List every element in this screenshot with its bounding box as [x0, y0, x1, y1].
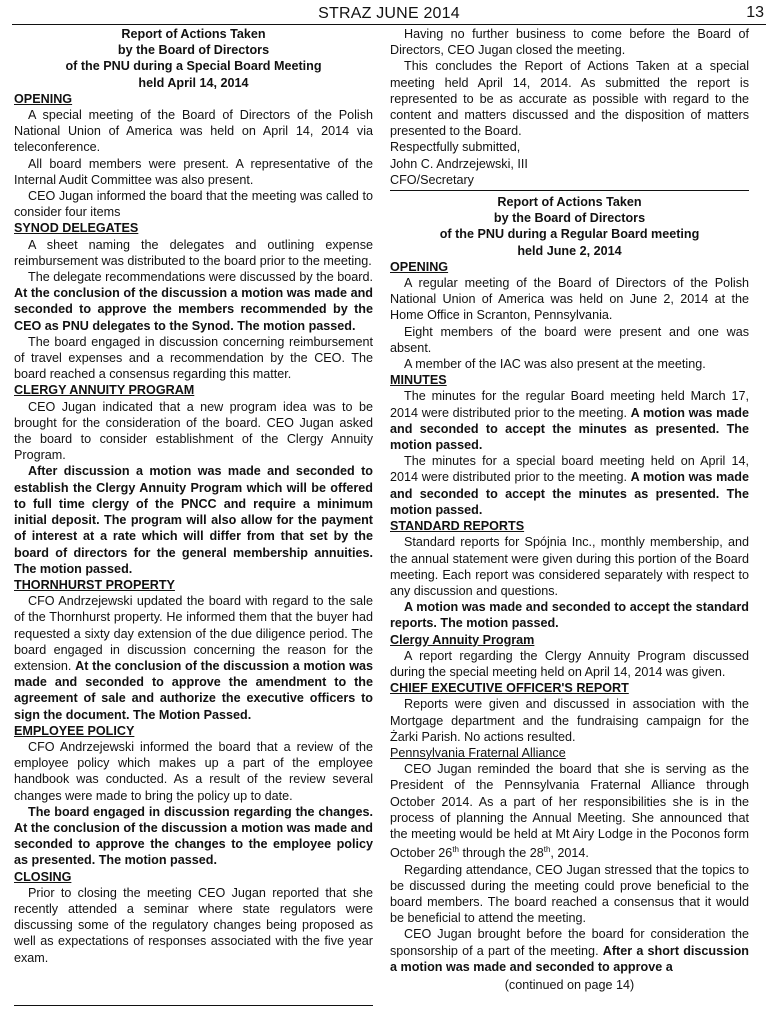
section-heading-opening: OPENING: [390, 259, 449, 274]
section-divider: [390, 190, 749, 191]
paragraph: A sheet naming the delegates and outlining expense reimbursement was distributed to the board prior to the meeting.: [14, 237, 373, 268]
report-title-line: of the PNU during a Regular Board meeting: [439, 227, 700, 242]
paragraph: [14, 804, 373, 869]
section-heading-ceo-report: CHIEF EXECUTIVE OFFICER'S REPORT: [390, 681, 629, 696]
subheading-clergy-annuity: Clergy Annuity Program: [390, 632, 535, 647]
ordinal-suffix: th: [543, 845, 551, 855]
section-heading-synod-delegates: SYNOD DELEGATES: [14, 221, 139, 236]
section-heading-employee-policy: EMPLOYEE POLICY: [14, 723, 135, 738]
paragraph-text: CFO Andrzejewski updated the board with regard to the sale of the Thornhurst property. He informed them that the buyer had requested a sixty day extension of the due diligence period. The board engaged in discussion concerning the reason for the extension.: [14, 594, 373, 673]
subheading-pennsylvania-fraternal-alliance: Pennsylvania Fraternal Alliance: [390, 745, 566, 760]
paragraph-text: CEO Jugan brought before the board for consideration the sponsorship of a part of the meeting.: [390, 927, 749, 958]
motion-text: The board engaged in discussion regarding the changes. At the conclusion of the discussion a motion was made and seconded to approve the changes to the employee policy as presented. The motion passed.: [14, 804, 373, 868]
paragraph-text: , 2014.: [550, 846, 589, 861]
report-title-line: held April 14, 2014: [138, 75, 249, 90]
section-heading-standard-reports: STANDARD REPORTS: [390, 519, 525, 534]
paragraph: [390, 388, 749, 453]
special-meeting-report-title: [14, 26, 373, 91]
paragraph: [390, 761, 749, 861]
masthead: [12, 4, 766, 25]
motion-text: After a short discussion a motion was made and seconded to approve a: [390, 943, 749, 974]
motion-text: At the conclusion of the discussion a motion was made and seconded to approve the members recommended by the CEO as PNU delegates to the Synod. The motion passed.: [14, 286, 373, 333]
continued-note: (continued on page 14): [504, 977, 635, 992]
report-title-line: by the Board of Directors: [117, 43, 270, 58]
section-heading-thornhurst: THORNHURST PROPERTY: [14, 577, 175, 592]
publication-title: STRAZ JUNE 2014: [318, 5, 460, 22]
paragraph-text: The minutes for the regular Board meeting held March 17, 2014 were distributed prior to the meeting.: [390, 389, 749, 420]
left-column: [14, 26, 373, 966]
signoff-line: Respectfully submitted,: [390, 140, 521, 155]
motion-text: After discussion a motion was made and seconded to establish the Clergy Annuity Program which will be offered to full time clergy of the PNCC and require a minimum initial deposit. The program will also allow for the payment of interest at a rate which will differ from that set by the board of directors for the general membership annuities. The motion passed.: [14, 464, 373, 576]
paragraph: [390, 926, 749, 975]
paragraph-text: through the 28: [458, 846, 544, 861]
paragraph: [14, 463, 373, 576]
paragraph: A special meeting of the Board of Directors of the Polish National Union of America was held on April 14, 2014 via teleconference.: [14, 108, 373, 155]
page-number: 13: [746, 4, 764, 21]
motion-text: A motion was made and seconded to accept the standard reports. The motion passed.: [390, 600, 749, 631]
paragraph: CEO Jugan indicated that a new program idea was to be brought for the consideration of the board. CEO Jugan asked the board to consider establishment of the Clergy Annuity Program.: [14, 399, 373, 463]
report-title-line: Report of Actions Taken: [121, 27, 266, 41]
paragraph-text: The delegate recommendations were discussed by the board.: [28, 270, 373, 285]
paragraph: Eight members of the board were present and one was absent.: [390, 324, 749, 355]
motion-text: A motion was made and seconded to accept the minutes as presented. The motion passed.: [390, 405, 750, 453]
paragraph: Standard reports for Spójnia Inc., monthly membership, and the annual statement were given during this portion of the Board meeting. Each report was considered separately with respect to any discussion and questions.: [390, 535, 749, 598]
ordinal-suffix: th: [452, 845, 459, 855]
paragraph: CFO Andrzejewski informed the board that a review of the employee policy which makes up a part of the employee handbook was conducted. As a result of the review several changes were made to bring the policy up to date.: [14, 739, 373, 803]
signoff-title: CFO/Secretary: [390, 172, 474, 187]
report-title-line: of the PNU during a Special Board Meeting: [65, 59, 322, 74]
paragraph: A member of the IAC was also present at the meeting.: [404, 357, 706, 372]
paragraph-text: CEO Jugan reminded the board that she is serving as the President of the Pennsylvania Fraternal Alliance through October 2014. As a part of her responsibilities she is in the process of planning the Annual Meeting. She announced that the meeting would be held at Mt Airy Lodge in the Poconos form October 26: [390, 762, 749, 861]
paragraph: [390, 453, 749, 518]
paragraph: Reports were given and discussed in association with the Mortgage department and the fundraising campaign for the Żarki Parish. No actions resulted.: [390, 697, 749, 744]
signoff-name: John C. Andrzejewski, III: [390, 156, 528, 171]
paragraph: CEO Jugan informed the board that the meeting was called to consider four items: [14, 189, 373, 220]
report-title-line: Report of Actions Taken: [497, 195, 642, 210]
column-bottom-rule: [14, 1005, 373, 1006]
paragraph: All board members were present. A representative of the Internal Audit Committee was also present.: [14, 156, 373, 187]
paragraph-text: The minutes for a special board meeting held on April 14, 2014 were distributed prior to the meeting.: [390, 454, 749, 485]
paragraph: [390, 599, 749, 631]
paragraph: A report regarding the Clergy Annuity Program discussed during the special meeting held on April 14, 2014 was given.: [390, 648, 749, 679]
paragraph: This concludes the Report of Actions Taken at a special meeting held April 14, 2014. As submitted the report is represented to be as accurate as possible with regard to the content and matters discussed and the disposition of matters presented to the Board.: [390, 59, 749, 139]
paragraph: Having no further business to come before the Board of Directors, CEO Jugan closed the meeting.: [390, 27, 749, 58]
section-heading-closing: CLOSING: [14, 869, 72, 884]
regular-meeting-report-title: [390, 194, 749, 259]
paragraph: A regular meeting of the Board of Directors of the Polish National Union of America was held on June 2, 2014 at the Home Office in Scranton, Pennsylvania.: [390, 276, 749, 323]
section-heading-opening: OPENING: [14, 91, 73, 106]
motion-text: A motion was made and seconded to accept the minutes as presented. The motion passed.: [390, 470, 750, 517]
paragraph: [14, 269, 373, 334]
right-column: [390, 26, 749, 993]
section-heading-clergy-annuity: CLERGY ANNUITY PROGRAM: [14, 383, 195, 398]
section-heading-minutes: MINUTES: [390, 373, 447, 388]
motion-text: At the conclusion of the discussion a motion was made and seconded to approve the amendment to the agreement of sale and authorize the executive officers to sign the document. The Motion Passed.: [14, 658, 374, 722]
report-title-line: held June 2, 2014: [517, 243, 622, 258]
paragraph: [14, 593, 373, 723]
signoff: [390, 139, 749, 188]
report-title-line: by the Board of Directors: [493, 211, 646, 226]
paragraph: Regarding attendance, CEO Jugan stressed that the topics to be discussed during the meeting could prove beneficial to the board members. The board reached a consensus that it would be beneficial to attend the meeting.: [390, 862, 749, 926]
paragraph: The board engaged in discussion concerning reimbursement of travel expenses and a recommendation by the CEO. The board reached a consensus regarding this matter.: [14, 334, 373, 382]
paragraph: Prior to closing the meeting CEO Jugan reported that she recently attended a seminar where state regulators were discussing some of the regulatory changes being proposed as well as expectations of responses associated with the five year exam.: [14, 885, 373, 965]
